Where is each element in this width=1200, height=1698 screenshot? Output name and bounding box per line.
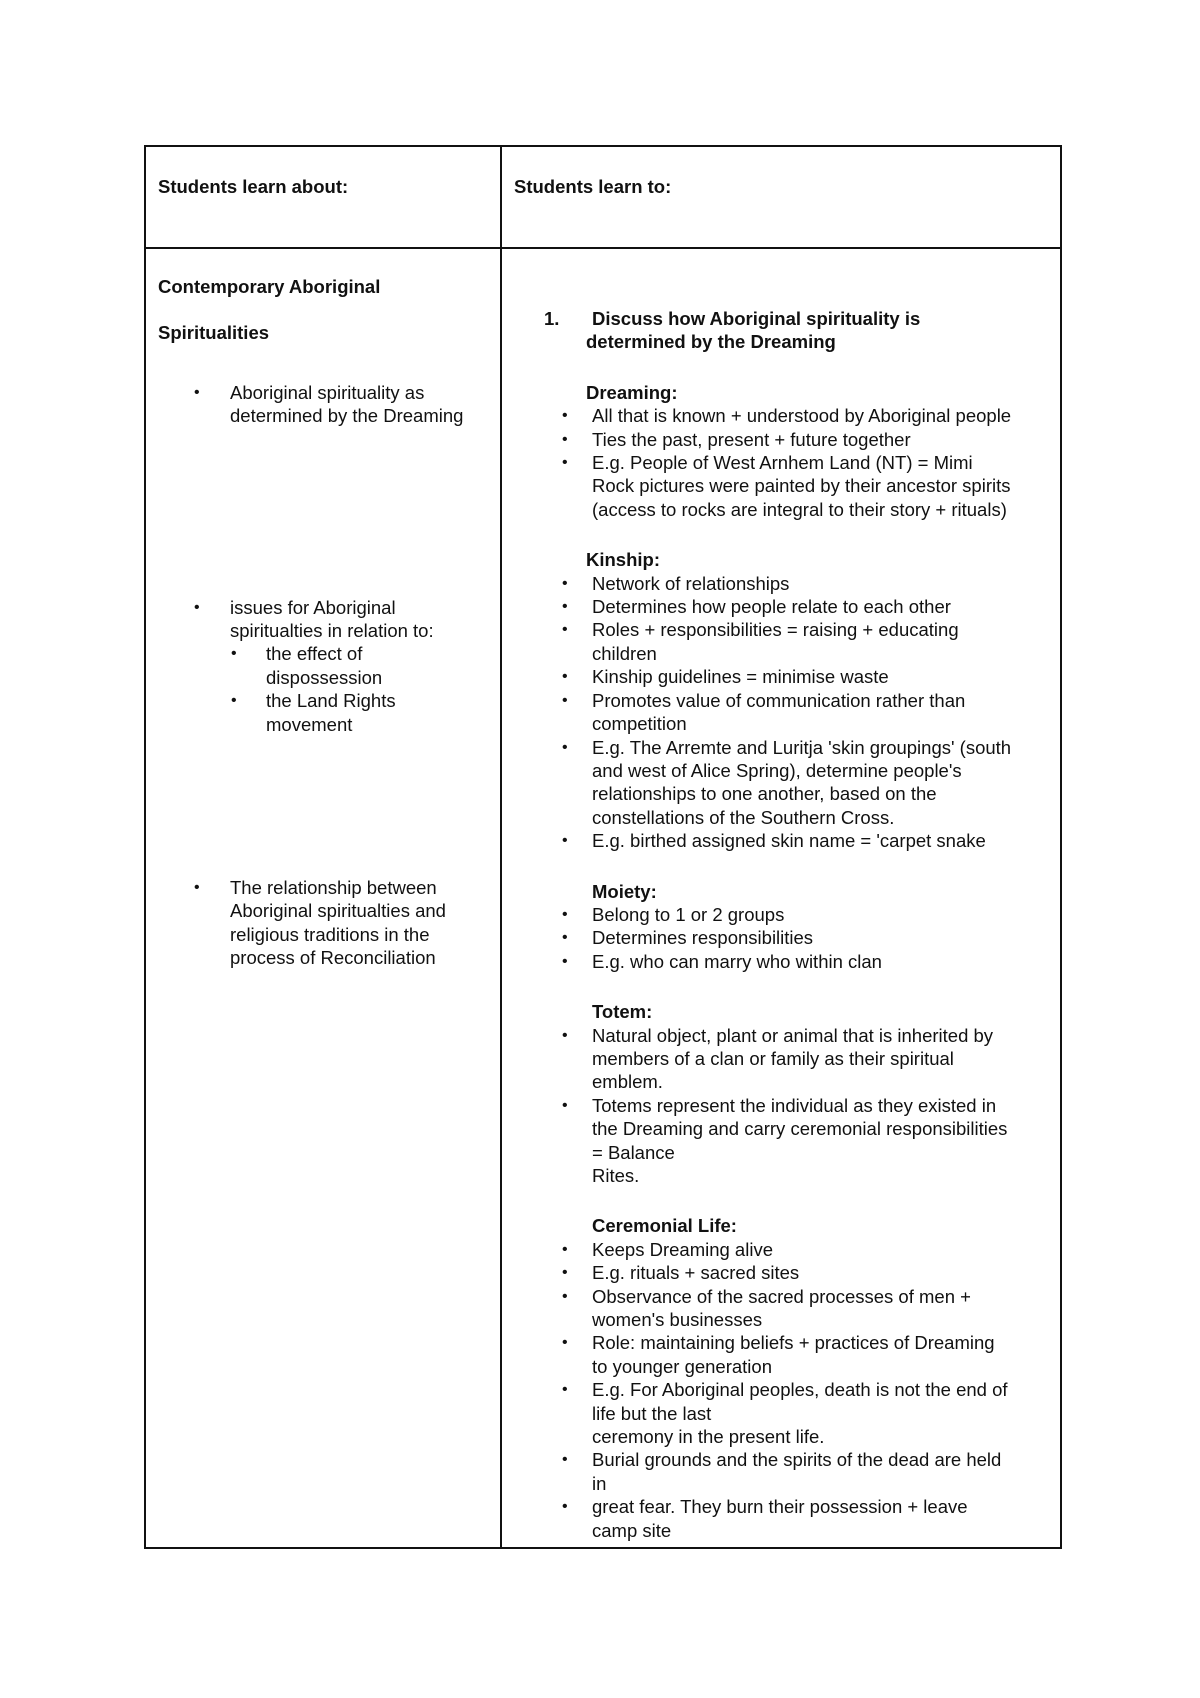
topic-title-line1: Contemporary Aboriginal bbox=[158, 276, 381, 297]
list-item: • issues for Aboriginal spiritualties in relation to: bbox=[158, 596, 488, 643]
list-item: • Observance of the sacred processes of men + women's businesses bbox=[504, 1285, 1044, 1332]
list-item: • The relationship between Aboriginal spiritualties and religious traditions in the process of Reconciliation bbox=[158, 876, 488, 970]
section-heading-dreaming: Dreaming: bbox=[586, 381, 678, 403]
list-item: • E.g. People of West Arnhem Land (NT) = Mimi Rock pictures were painted by their ancestor spirits (access to rocks are integral to their story + rituals) bbox=[504, 451, 1044, 521]
list-item: • Kinship guidelines = minimise waste bbox=[504, 665, 1044, 688]
numbered-item bbox=[504, 307, 1044, 354]
list-item: • E.g. The Arremte and Luritja 'skin groupings' (south and west of Alice Spring), determine people's relationships to one another, based on the constellations of the Southern Cross. bbox=[504, 736, 1044, 830]
header-learn-to: Students learn to: bbox=[514, 176, 672, 197]
totem-tail-text: Rites. bbox=[592, 1165, 640, 1186]
right-column bbox=[504, 307, 1044, 1542]
list-item: • E.g. who can marry who within clan bbox=[504, 950, 1044, 973]
list-item: • Natural object, plant or animal that is inherited by members of a clan or family as their spiritual emblem. bbox=[504, 1024, 1044, 1094]
topic-title-line2: Spiritualities bbox=[158, 322, 270, 344]
section-heading-kinship: Kinship: bbox=[586, 549, 660, 571]
header-learn-about: Students learn about: bbox=[158, 176, 349, 197]
list-continuation: ceremony in the present life. bbox=[592, 1426, 825, 1448]
list-item: • Keeps Dreaming alive bbox=[504, 1238, 1044, 1261]
list-item: • E.g. For Aboriginal peoples, death is not the end of life but the last bbox=[504, 1378, 1044, 1425]
list-item: • Aboriginal spirituality as determined by the Dreaming bbox=[158, 381, 488, 428]
list-subitem: • the Land Rights movement bbox=[158, 689, 488, 736]
list-item: • Promotes value of communication rather than competition bbox=[504, 689, 1044, 736]
section-heading-totem: Totem: bbox=[592, 1001, 653, 1023]
item-heading-line1: Discuss how Aboriginal spirituality is bbox=[592, 308, 921, 329]
list-item: • E.g. rituals + sacred sites bbox=[504, 1261, 1044, 1284]
list-item: • Role: maintaining beliefs + practices of Dreaming to younger generation bbox=[504, 1331, 1044, 1378]
section-heading-moiety: Moiety: bbox=[592, 880, 657, 902]
section-heading-ceremonial: Ceremonial Life: bbox=[592, 1215, 737, 1237]
list-item: • Roles + responsibilities = raising + educating children bbox=[504, 618, 1044, 665]
list-item: • Determines responsibilities bbox=[504, 926, 1044, 949]
header-divider bbox=[146, 247, 1060, 249]
list-item: • Determines how people relate to each other bbox=[504, 595, 1044, 618]
left-column bbox=[158, 275, 488, 970]
list-item: • Ties the past, present + future together bbox=[504, 428, 1044, 451]
column-divider bbox=[500, 147, 502, 1547]
list-item: • Totems represent the individual as they existed in the Dreaming and carry ceremonial responsibilities = Balance bbox=[504, 1094, 1044, 1164]
list-subitem: • the effect of dispossession bbox=[158, 642, 488, 689]
list-item: • Network of relationships bbox=[504, 572, 1044, 595]
item-number: 1. bbox=[544, 308, 560, 329]
syllabus-table bbox=[144, 145, 1062, 1549]
list-item: • great fear. They burn their possession + leave camp site bbox=[504, 1495, 1044, 1542]
list-item: • Belong to 1 or 2 groups bbox=[504, 903, 1044, 926]
list-item: • Burial grounds and the spirits of the dead are held in bbox=[504, 1448, 1044, 1495]
item-heading-line2: determined by the Dreaming bbox=[586, 331, 836, 353]
list-item: • E.g. birthed assigned skin name = 'carpet snake bbox=[504, 829, 1044, 852]
list-item: • All that is known + understood by Aboriginal people bbox=[504, 404, 1044, 427]
